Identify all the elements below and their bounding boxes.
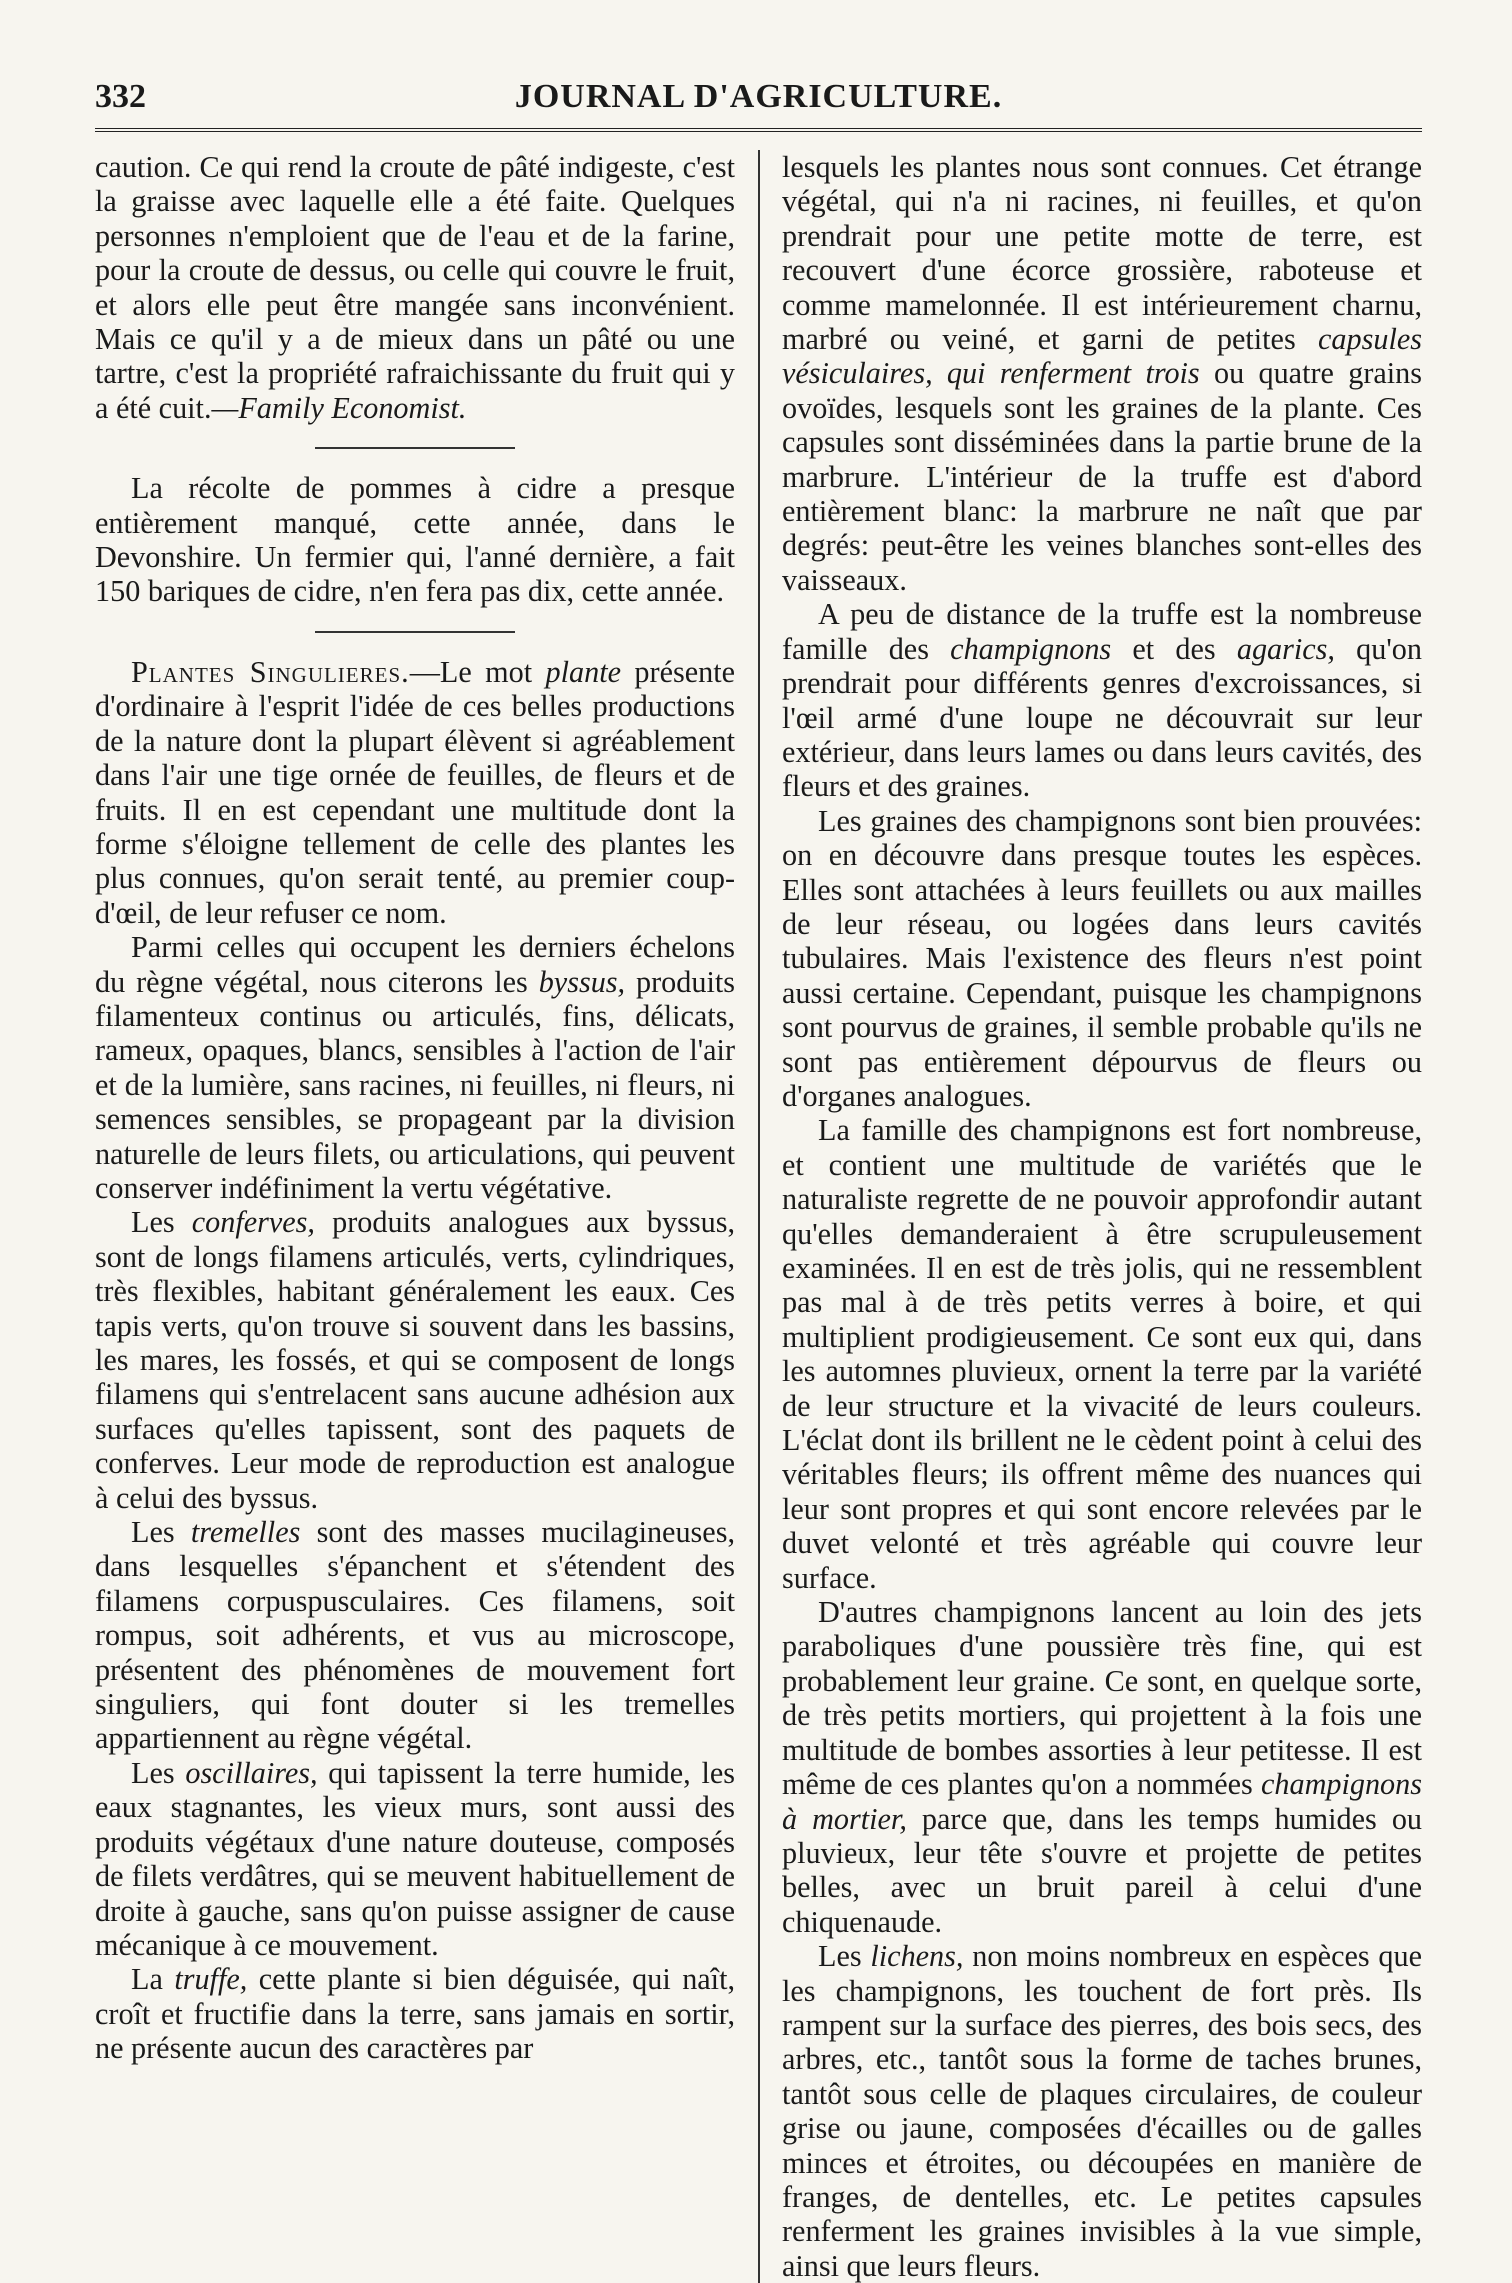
champignons-paragraph bbox=[782, 597, 1422, 803]
italic-term: champignons bbox=[950, 631, 1112, 666]
truffe-continued-paragraph bbox=[782, 150, 1422, 597]
text-run: non moins nombreux en espèces que les champignons, les touchent de fort près. Ils rampent sur la surface des pierres, des bois secs, des arbres, etc., tantôt sous la forme de taches brunes, tantôt sous celle de plaques circulaires, de couleur grise ou jaune, composées d'écailles ou de galles minces et étroites, ou découpées en manière de franges, de dentelles, etc. Le petites capsules renferment les graines invisibles à la vue simple, ainsi que leurs fleurs. bbox=[782, 1939, 1422, 2283]
text-run: A peu de distance de la truffe est la nombreuse famille des bbox=[782, 597, 1422, 666]
text-run: sont des masses mucilagineuses, dans lesquelles s'épanchent et s'étendent des filamens corpuspusculaires. Ces filamens, soit rompus, soit adhérents, et vus au microscope, présentent des phénomènes de mouvement fort singuliers, qui font douter si les tremelles appartiennent au règne végétal. bbox=[95, 1515, 735, 1756]
text-run: —Le mot bbox=[409, 654, 546, 689]
italic-term: truffe, bbox=[174, 1962, 248, 1997]
italic-term: conferves, bbox=[191, 1205, 315, 1240]
italic-term: plante bbox=[545, 654, 621, 689]
text-run: Les bbox=[131, 1755, 186, 1790]
cider-paragraph: La récolte de pommes à cidre a presque entièrement manqué, cette année, dans le Devonshire. Un fermier qui, l'anné dernière, a fait 150 bariques de cidre, n'en fera pas dix, cette année. bbox=[95, 471, 735, 609]
text-run: produits analogues aux byssus, sont de longs filamens articulés, verts, cylindriques, très flexibles, habitant généralement les eaux. Ces tapis verts, qu'on trouve si souvent dans les bassins, les mares, les fossés, et qui se composent de longs filamens qui s'entrelacent sans aucune adhésion aux surfaces qu'elles tapissent, sont des paquets de conferves. Leur mode de reproduction est analogue à celui des byssus. bbox=[95, 1205, 735, 1515]
mortier-paragraph bbox=[782, 1595, 1422, 1939]
text-run: Les bbox=[131, 1515, 191, 1550]
pastry-paragraph bbox=[95, 150, 735, 425]
text-run: présente d'ordinaire à l'esprit l'idée de ces belles productions de la nature dont la plupart élèvent si agréablement dans l'air une tige ornée de feuilles, de fleurs et de fruits. Il en est cependant une multitude dont la forme s'éloigne tellement de celle des plantes les plus connues, qu'on serait tenté, au premier coup-d'œil, de leur refuser ce nom. bbox=[95, 654, 735, 930]
byssus-paragraph bbox=[95, 930, 735, 1205]
text-run: Les bbox=[818, 1939, 871, 1974]
oscillaires-paragraph bbox=[95, 1756, 735, 1962]
section-divider bbox=[315, 631, 515, 633]
text-run: Les bbox=[131, 1205, 192, 1240]
text-columns bbox=[95, 150, 1422, 2283]
text-run: La bbox=[131, 1962, 175, 1997]
text-run: qui tapissent la terre humide, les eaux stagnantes, les vieux murs, sont aussi des produits végétaux d'une nature douteuse, composés de filets verdâtres, qui se meuvent habituellement de droite à gauche, sans qu'on puisse assigner de cause mécanique à ce mouvement. bbox=[95, 1755, 735, 1962]
italic-term: tremelles bbox=[190, 1515, 301, 1550]
italic-term: byssus, bbox=[538, 964, 626, 999]
running-title: JOURNAL D'AGRICULTURE. bbox=[514, 78, 1003, 115]
page-header bbox=[95, 72, 1422, 132]
pastry-text: caution. Ce qui rend la croute de pâté indigeste, c'est la graisse avec laquelle elle a été faite. Quelques personnes n'emploient que de l'eau et de la farine, pour la croute de dessus, ou celle qui couvre le fruit, et alors elle peut être mangée sans inconvénient. Mais ce qu'il y a de mieux dans un pâté ou une tartre, c'est la propriété rafraichissante du fruit qui y a été cuit. bbox=[95, 150, 735, 425]
text-run: ou quatre grains ovoïdes, lesquels sont les graines de la plante. Ces capsules sont disséminées dans la partie brune de la marbrure. L'intérieur de la truffe est d'abord entièrement blanc: la marbrure ne naît que par degrés: peut-être les veines blanches sont-elles des vaisseaux. bbox=[782, 356, 1422, 597]
text-run: qu'on prendrait pour différents genres d'excroissances, si l'œil armé d'une loupe ne découvrait sur leur extérieur, dans leurs lames ou dans leurs cavités, des fleurs et des graines. bbox=[782, 631, 1422, 804]
lichens-paragraph bbox=[782, 1939, 1422, 2283]
text-run: et des bbox=[1111, 631, 1237, 666]
pastry-source: —Family Economist. bbox=[211, 390, 467, 425]
graines-paragraph: Les graines des champignons sont bien prouvées: on en découvre dans presque toutes les espèces. Elles sont attachées à leurs feuillets ou aux mailles de leur réseau, ou logées dans leurs cavités tubulaires. Mais l'existence des fleurs n'est point aussi certaine. Cependant, puisque les champignons sont pourvus de graines, il semble probable qu'ils ne sont pas entièrement dépourvus de fleurs ou d'organes analogues. bbox=[782, 803, 1422, 1113]
tremelles-paragraph bbox=[95, 1515, 735, 1756]
italic-term: lichens, bbox=[870, 1939, 964, 1974]
italic-term: agarics, bbox=[1236, 631, 1335, 666]
text-run: D'autres champignons lancent au loin des jets paraboliques d'une poussière très fine, qui est probablement leur graine. Ce sont, en quelque sorte, de très petits mortiers, qui projettent à la fois une multitude de bombes assorties à leur petitesse. Il est même de ces plantes qu'on a nommées bbox=[782, 1595, 1422, 1802]
section-heading: Plantes Singulieres. bbox=[131, 654, 410, 689]
text-run: lesquels les plantes nous sont connues. Cet étrange végétal, qui n'a ni racines, ni feuilles, et qu'on prendrait pour une petite motte de terre, est recouvert d'une écorce grossière, raboteuse et comme mamelonnée. Il est intérieurement charnu, marbré ou veiné, et garni de petites bbox=[782, 150, 1422, 357]
column-rule bbox=[758, 150, 760, 2283]
famille-paragraph: La famille des champignons est fort nombreuse, et contient une multitude de variétés que le naturaliste regrette de ne pouvoir approfondir autant qu'elles demanderaient à être scrupuleusement examinées. Il en est de très jolis, qui ne ressemblent pas mal à de très petits verres à boire, et qui multiplient prodigieusement. Ce sont eux qui, dans les automnes pluvieux, ornent la terre par la variété de leur structure et la vivacité de leurs couleurs. L'éclat dont ils brillent ne le cèdent point à celui des véritables fleurs; ils offrent même des nuances qui leur sont propres et qui sont encore relevées par le duvet velonté et très agréable qui couvre leur surface. bbox=[782, 1113, 1422, 1595]
italic-term: champignons à mortier, bbox=[782, 1767, 1422, 1836]
plantes-intro-paragraph bbox=[95, 655, 735, 930]
right-column bbox=[782, 150, 1422, 2283]
conferves-paragraph bbox=[95, 1205, 735, 1515]
section-divider bbox=[315, 447, 515, 449]
text-run: parce que, dans les temps humides ou pluvieux, leur tête s'ouvre et projette de petites belles, avec un bruit pareil à celui d'une chiquenaude. bbox=[782, 1801, 1423, 1939]
italic-term: oscillaires, bbox=[185, 1755, 318, 1790]
text-run: produits filamenteux continus ou articulés, fins, délicats, rameux, opaques, blancs, sensibles à l'action de l'air et de la lumière, sans racines, ni feuilles, ni fleurs, ni semences sensibles, se propageant par la division naturelle de leurs filets, ou articulations, qui peuvent conserver indéfiniment la vertu végétative. bbox=[95, 964, 735, 1205]
left-column bbox=[95, 150, 735, 2283]
text-run: cette plante si bien déguisée, qui naît, croît et fructifie dans la terre, sans jamais en sortir, ne présente aucun des caractères par bbox=[95, 1962, 736, 2066]
italic-term: capsules vésiculaires, qui renferment trois bbox=[782, 322, 1422, 391]
truffe-paragraph bbox=[95, 1962, 735, 2065]
page-number: 332 bbox=[95, 78, 146, 115]
text-run: Parmi celles qui occupent les derniers échelons du règne végétal, nous citerons les bbox=[95, 930, 735, 999]
